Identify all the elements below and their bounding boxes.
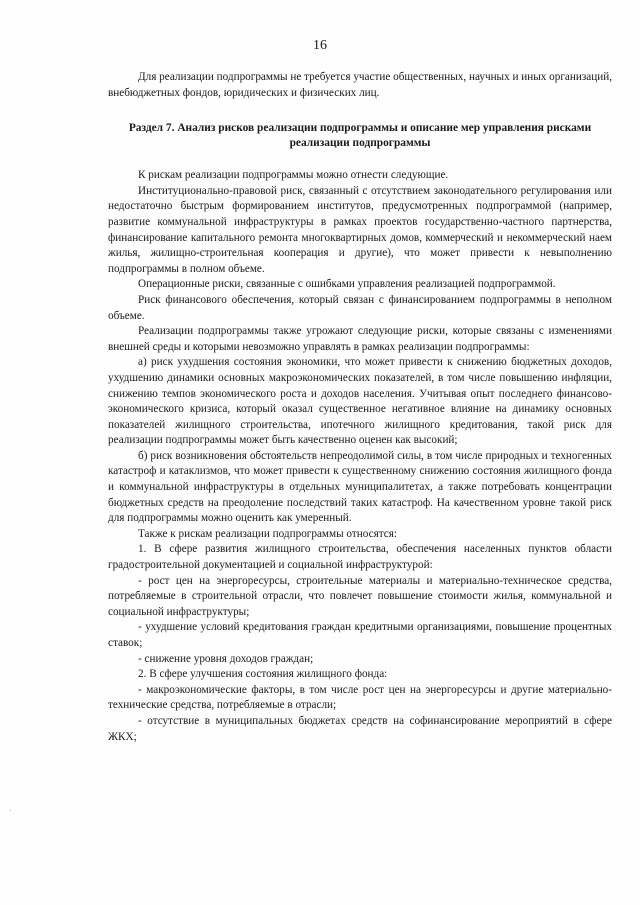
page-number: 16 — [313, 38, 327, 53]
list-item-prices: - рост цен на энергоресурсы, строительные материалы и материально-техническое средства, потребляемые в строительной отрасли, что повлечет повышение стоимости жилья, коммунальной и социальной инфраструктуры; — [108, 574, 612, 618]
section-title: Раздел 7. Анализ рисков реализации подпрограммы и описание мер управления рисками реализации подпрограммы — [128, 122, 592, 150]
paragraph-financial-risk: Риск финансового обеспечения, который связан с финансированием подпрограммы в неполном объеме. — [108, 293, 612, 322]
paragraph-institutional-risk: Институционально-правовой риск, связанный с отсутствием законодательного регулирования или недостаточно быстрым формированием институтов, предусмотренных подпрограммой (например, развитие коммунальной инфраструктуры в рамках проектов государственно-частного партнерства, финансирование капитального ремонта многоквартирных домов, коммерческий и некоммерческий наем жилья, жилищно-строительная кооперация и другие), что может привести к невыполнению подпрограммы в полном объеме. — [108, 184, 612, 275]
paragraph-intro: Для реализации подпрограммы не требуется участие общественных, научных и иных организаций, внебюджетных фондов, юридических и физических лиц. — [108, 71, 612, 99]
paragraph-sphere-2: 2. В сфере улучшения состояния жилищного фонда: — [138, 668, 388, 681]
paragraph-risk-b: б) риск возникновения обстоятельств непреодолимой силы, в том числе природных и техногенных катастроф и катаклизмов, что может привести к существенному снижению состояния жилищного фонда и коммунальной инфраструктуры в отдельных муниципалитетах, а также потребовать концентрации бюджетных средств на преодоление последствий таких катастроф. На качественном уровне такой риск для подпрограммы можно оценить как умеренный. — [108, 449, 612, 525]
list-item-credit: - ухудшение условий кредитования граждан кредитными организациями, повышение процентных ставок; — [108, 621, 612, 649]
list-item-macro: - макроэкономические факторы, в том числе рост цен на энергоресурсы и другие материально-технические средства, потребляемые в отрасли; — [108, 683, 612, 712]
paragraph-external-risks: Реализации подпрограммы также угрожают следующие риски, которые связаны с изменениями внешней среды и которыми невозможно управлять в рамках реализации подпрограммы: — [108, 325, 612, 353]
paragraph-risks-lead: К рискам реализации подпрограммы можно отнести следующие. — [138, 169, 449, 182]
list-item-budget: - отсутствие в муниципальных бюджетах средств на софинансирование мероприятий в сфере ЖКХ; — [108, 714, 612, 743]
paragraph-sphere-1: 1. В сфере развития жилищного строительства, обеспечения населенных пунктов области градостроительной документацией и социальной инфраструктурой: — [108, 543, 612, 572]
paragraph-also-risks: Также к рискам реализации подпрограммы относятся: — [138, 527, 397, 540]
page-content — [108, 70, 612, 745]
margin-speck — [10, 810, 11, 811]
paragraph-operational-risk: Операционные риски, связанные с ошибками управления реализацией подпрограммой. — [138, 278, 556, 291]
paragraph-risk-a: а) риск ухудшения состояния экономики, что может привести к снижению бюджетных доходов, ухудшению динамики основных макроэкономических показателей, в том числе повышению инфляции, снижению темпов экономического роста и доходов населения. Учитывая опыт последнего финансово-экономического кризиса, который оказал существенное негативное влияние на динамику основных показателей жилищного строительства, ипотечного жилищного кредитования, такой риск для реализации подпрограммы может быть качественно оценен как высокий; — [108, 356, 612, 447]
list-item-income: - снижение уровня доходов граждан; — [138, 652, 314, 665]
